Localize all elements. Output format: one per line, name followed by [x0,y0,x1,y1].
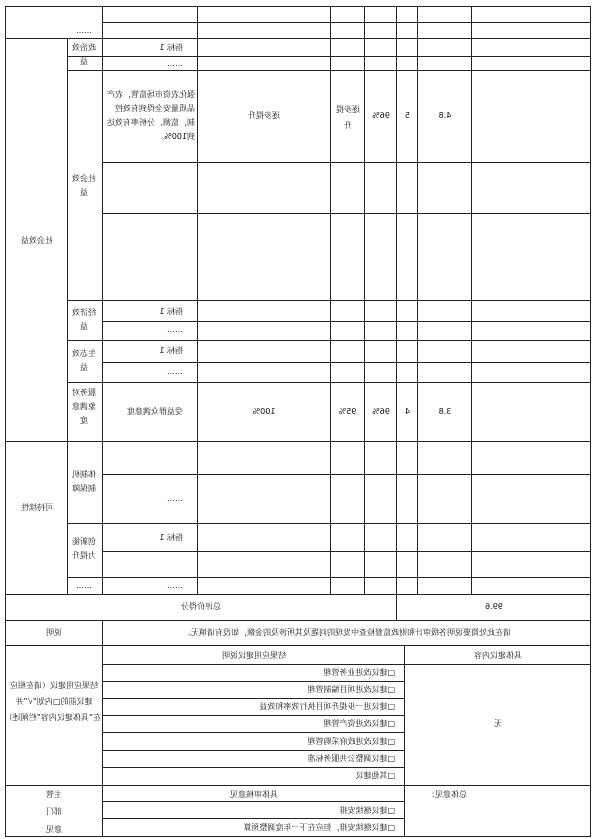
notes-text: 请在此处简要说明各级审计和财政监督检查中发现的问题及其所涉及的金额，如没有请填无。 [183,628,511,637]
grid-row [68,523,591,524]
total-value: 99.6 [485,602,503,611]
grid-row [68,577,591,578]
grid-row [103,22,591,23]
indicator-1: 指标 1 [159,307,183,316]
grid-row [103,213,591,214]
grid-row [68,56,591,57]
table-border-bottom [5,836,591,837]
dept-col-overall: 总体意见： [427,790,467,799]
social-row-actual: 逐步提升 [336,105,360,130]
grid-row [68,340,591,341]
second-dim-economic: 经济效益 [72,308,96,331]
second-dim-environment: 政治效益 [72,43,96,66]
social-row-score: 4.8 [438,111,452,120]
grid-row [103,818,405,819]
ellipsis: …… [167,59,183,68]
dept-label-line3: 意见 [46,825,62,834]
second-dim-society: 社会效益 [72,174,96,197]
ellipsis: …… [167,494,183,503]
suggestion-option[interactable]: □建议调整公共服务标准 [307,754,395,763]
first-dim-sustainability: 可持续性 [21,503,53,512]
dept-option[interactable]: □建议继续安排 [339,806,395,815]
grid-row [103,698,405,699]
grid-row [5,441,591,442]
social-row-score-rate: 5 [404,111,411,120]
grid-row [103,321,591,322]
social-row-name: 强化农资市场监管，农产品质量安全得到有效控制，监测、分析率有效达到100%。 [107,90,195,141]
satisfaction-row-actual: 95% [338,407,357,416]
satisfaction-row-weight: 4 [404,407,411,416]
grid-col [404,785,405,836]
ellipsis: …… [167,367,183,376]
second-dim-ecological: 生态效益 [72,349,96,372]
grid-row [5,620,591,621]
grid-row [103,551,591,552]
suggestions-detail-header: 具体建议内容 [474,651,522,660]
grid-row [68,70,591,71]
second-dim-innovation: 创新能力提升 [72,537,96,560]
suggestions-detail-value: 无 [494,719,502,728]
grid-col [396,594,397,620]
table-border-left [590,6,591,836]
suggestion-option[interactable]: □建议改进业务管理 [323,668,395,677]
grid-row [68,300,591,301]
social-row-indicator: 逐步提升 [248,111,280,120]
suggestions-label-text: 结果应用建议 [50,681,98,690]
second-dim-mechanism: 体制机制保障 [72,470,96,493]
suggestions-col-header: 结果应用建议说明 [222,651,286,660]
grid-row [103,801,405,802]
suggestion-option[interactable]: □其他建议 [355,771,395,780]
grid-row [103,162,591,163]
total-label: 总评价得分 [181,602,221,611]
satisfaction-row-name: 受益群众满意度 [127,407,183,416]
grid-row [103,664,591,665]
dept-col-specific: 具体审核意见 [230,790,278,799]
grid-col [67,38,68,594]
satisfaction-row-rate: 96% [372,407,390,416]
suggestions-sublabel: （请在相应建议前的□内划“√”并在“具体建议内容”栏阐述） [4,681,101,722]
suggestion-option[interactable]: □建议进一步提升项目执行效率和效益 [259,702,395,711]
dept-label-line2: 部门 [46,807,62,816]
indicator-1: 指标 1 [159,533,183,542]
dept-option[interactable]: □建议继续安排，但应在下一年度调整预算 [243,823,395,832]
grid-row [103,732,405,733]
suggestions-label [4,678,101,726]
first-dim-social: 社会效益 [21,236,53,245]
grid-row [103,681,405,682]
grid-row [5,785,591,786]
grid-row [68,382,591,383]
indicator-1: 指标 1 [159,346,183,355]
social-row-weight: 96% [372,111,390,120]
ellipsis: …… [76,581,92,590]
satisfaction-row-target: 100% [252,407,276,416]
notes-label: 说明 [46,628,62,637]
grid-row [103,362,591,363]
grid-row [103,767,405,768]
table-border-right [5,6,6,836]
ellipsis: …… [167,325,183,334]
grid-row [5,645,591,646]
suggestion-option[interactable]: □建议改进政府采购管理 [307,737,395,746]
grid-row [103,750,405,751]
grid-row [103,715,405,716]
dept-label-line1: 主管 [46,790,62,799]
grid-row [103,474,591,475]
grid-col [102,620,103,836]
ellipsis: …… [167,581,183,590]
suggestion-option[interactable]: □建议改进资产管理 [323,719,395,728]
suggestion-option[interactable]: □建议改进项目编制管理 [307,685,395,694]
second-dim-satisfaction: 服务对象满意度 [72,388,96,425]
grid-row [5,594,591,595]
ellipsis: …… [76,26,92,35]
indicator-1: 指标 1 [159,43,183,52]
satisfaction-row-score: 3.8 [438,407,452,416]
grid-row [5,38,591,39]
grid-row [5,6,591,7]
